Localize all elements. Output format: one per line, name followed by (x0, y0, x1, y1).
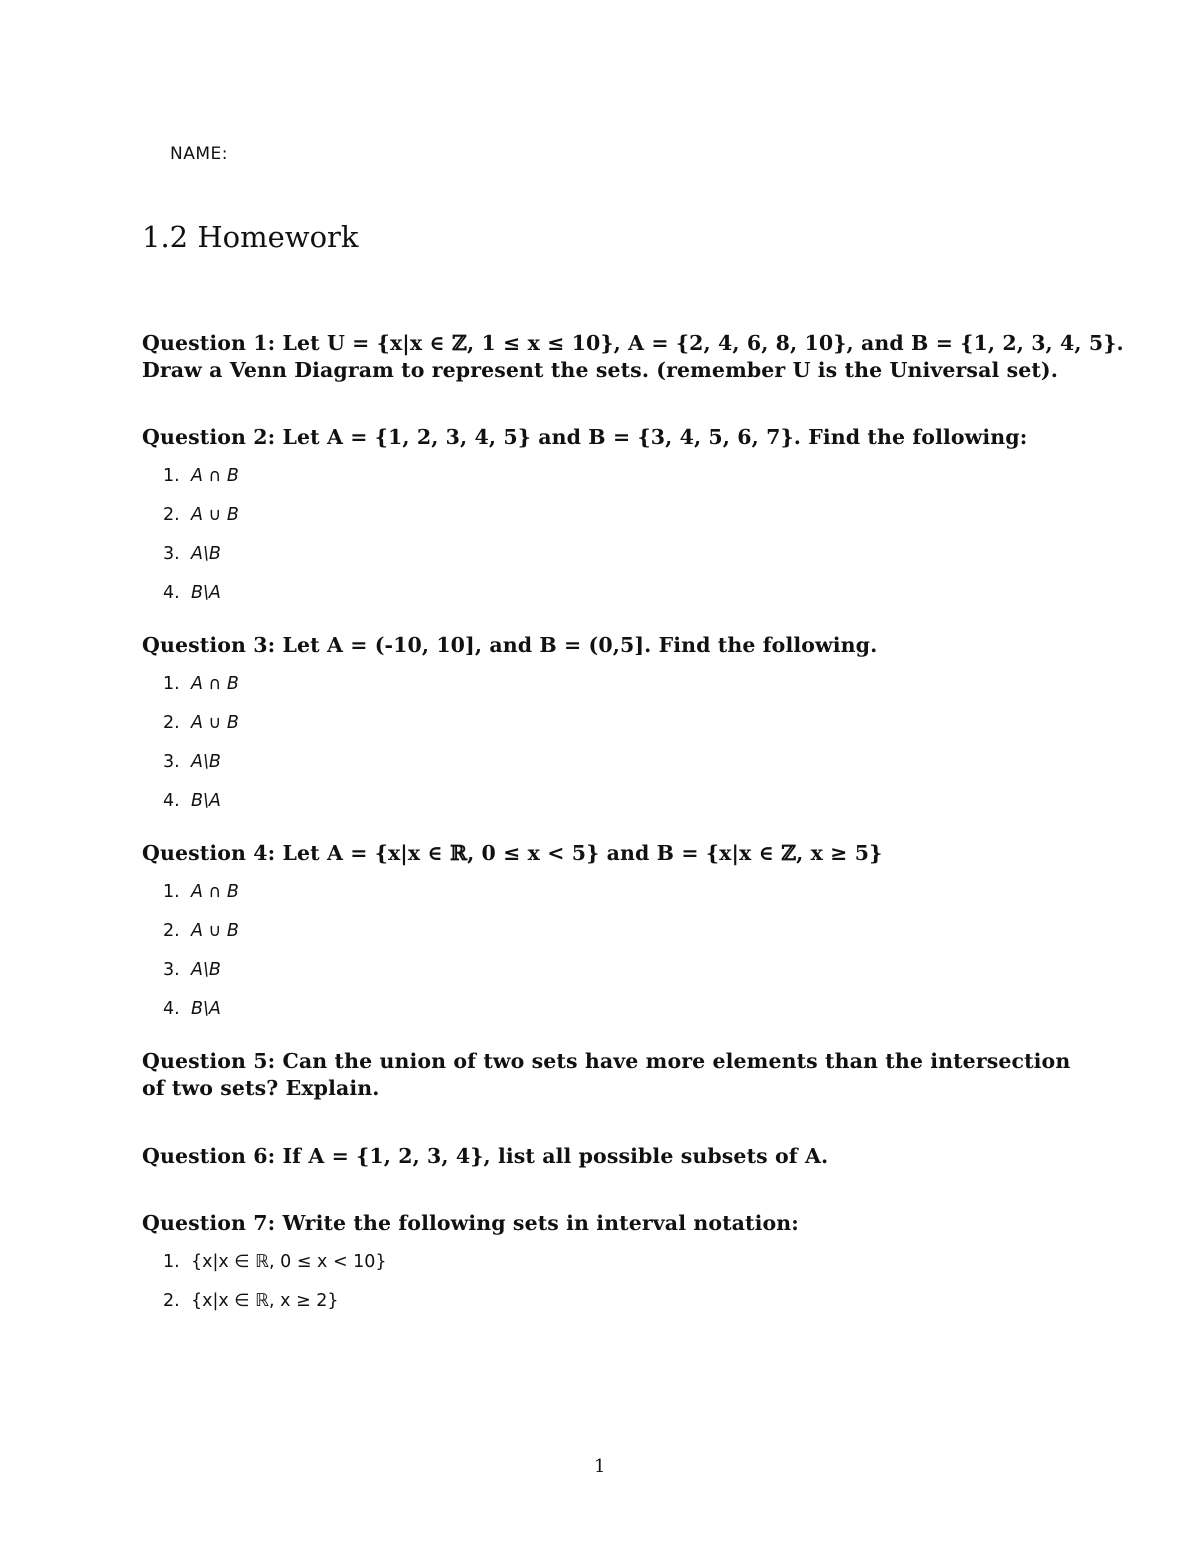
item-number: 2. (163, 1291, 180, 1311)
question-4-item-2 (163, 921, 239, 941)
item-expression: A ∩ B (191, 882, 239, 902)
item-expression: A ∪ B (191, 505, 239, 525)
item-number: 3. (163, 960, 180, 980)
question-7-line-1: Question 7: Write the following sets in interval notation: (142, 1211, 799, 1235)
item-expression: A\B (191, 752, 221, 772)
item-expression: {x|x ∈ ℝ, 0 ≤ x < 10} (191, 1252, 387, 1272)
item-number: 4. (163, 583, 180, 603)
item-expression: B\A (191, 583, 221, 603)
question-3-item-3 (163, 752, 221, 772)
question-3-item-2 (163, 713, 239, 733)
question-4-line-1: Question 4: Let A = {x|x ∈ ℝ, 0 ≤ x < 5} and B = {x|x ∈ ℤ, x ≥ 5} (142, 841, 883, 865)
item-expression: A\B (191, 960, 221, 980)
question-2-item-4 (163, 583, 221, 603)
item-expression: B\A (191, 791, 221, 811)
item-number: 3. (163, 752, 180, 772)
page-title: 1.2 Homework (142, 220, 359, 254)
item-number: 4. (163, 999, 180, 1019)
question-4-item-1 (163, 882, 239, 902)
question-2-item-1 (163, 466, 239, 486)
question-3-line-1: Question 3: Let A = (-10, 10], and B = (0,5]. Find the following. (142, 633, 878, 657)
item-number: 4. (163, 791, 180, 811)
item-number: 1. (163, 1252, 180, 1272)
item-expression: {x|x ∈ ℝ, x ≥ 2} (191, 1291, 339, 1311)
question-7-item-1 (163, 1252, 387, 1272)
item-expression: B\A (191, 999, 221, 1019)
question-2-line-1: Question 2: Let A = {1, 2, 3, 4, 5} and B = {3, 4, 5, 6, 7}. Find the following: (142, 425, 1028, 449)
item-number: 2. (163, 921, 180, 941)
question-3-item-1 (163, 674, 239, 694)
question-4-item-3 (163, 960, 221, 980)
item-expression: A ∩ B (191, 466, 239, 486)
item-number: 2. (163, 713, 180, 733)
question-3-item-4 (163, 791, 221, 811)
question-5-line-1: Question 5: Can the union of two sets have more elements than the intersection (142, 1049, 1071, 1073)
item-number: 2. (163, 505, 180, 525)
item-expression: A\B (191, 544, 221, 564)
item-number: 1. (163, 674, 180, 694)
question-1-line-1: Question 1: Let U = {x|x ∈ ℤ, 1 ≤ x ≤ 10}, A = {2, 4, 6, 8, 10}, and B = {1, 2, 3, 4, 5}. (142, 331, 1124, 355)
item-number: 1. (163, 882, 180, 902)
question-2-item-2 (163, 505, 239, 525)
item-number: 1. (163, 466, 180, 486)
question-2-item-3 (163, 544, 221, 564)
question-5-line-2: of two sets? Explain. (142, 1076, 380, 1100)
name-label: NAME: (170, 144, 228, 164)
item-expression: A ∩ B (191, 674, 239, 694)
item-expression: A ∪ B (191, 713, 239, 733)
item-expression: A ∪ B (191, 921, 239, 941)
question-4-item-4 (163, 999, 221, 1019)
page-number: 1 (594, 1456, 606, 1477)
item-number: 3. (163, 544, 180, 564)
question-6-line-1: Question 6: If A = {1, 2, 3, 4}, list all possible subsets of A. (142, 1144, 829, 1168)
question-7-item-2 (163, 1291, 339, 1311)
question-1-line-2: Draw a Venn Diagram to represent the sets. (remember U is the Universal set). (142, 358, 1058, 382)
